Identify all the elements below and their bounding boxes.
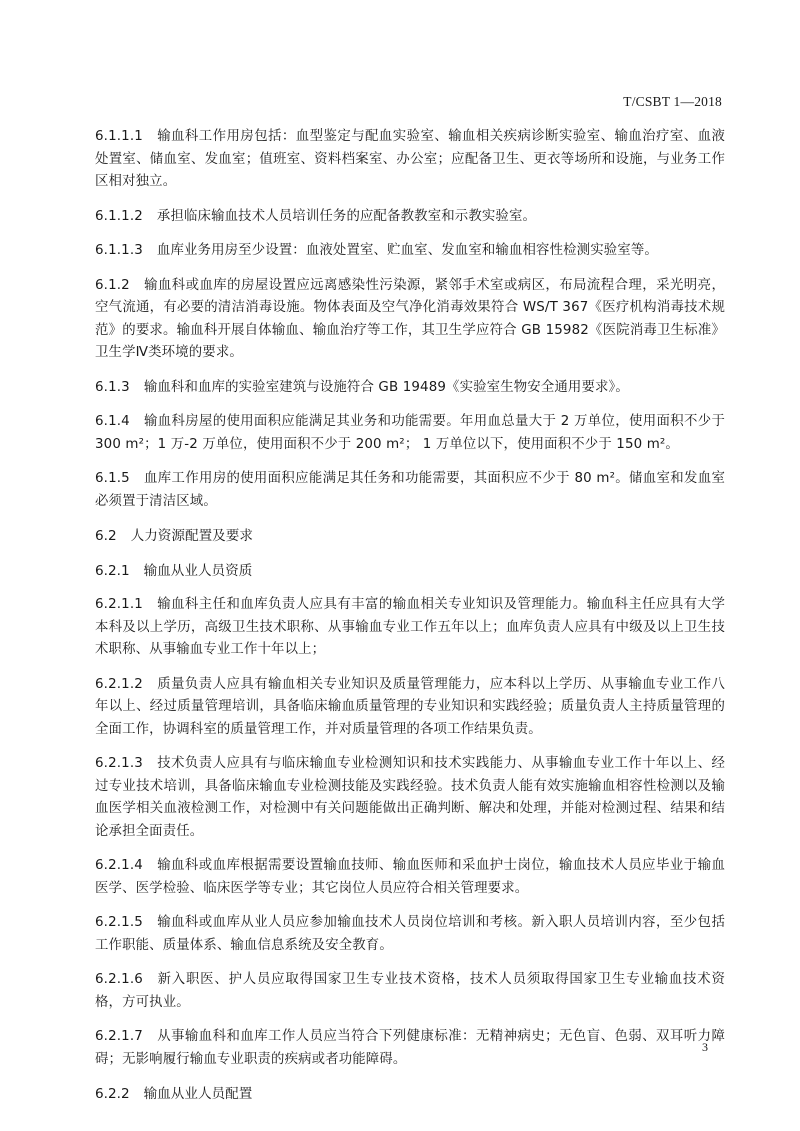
clause-number: 6.2 [95,528,117,544]
clause-text: 技术负责人应具有与临床输血专业检测知识和技术实践能力、从事输血专业工作十年以上、经过专业技术培训，具备临床输血专业检测技能及实践经验。技术负责人能有效实施输血相容性检测以及输血医学相关血液检测工作，对检测中有关问题能做出正确判断、解决和处理，并能对检测过程、结果和结论承担全面责任。 [95,756,725,839]
clause-number: 6.1.1.3 [95,243,143,258]
clause-paragraph [95,594,725,662]
clause-text: 血库工作用房的使用面积应能满足其任务和功能需要，其面积应不少于 80 m²。储血室和发血室必须置于清洁区域。 [95,471,725,509]
clause-paragraph [95,674,725,742]
clause-text: 输血科或血库的房屋设置应远离感染性污染源，紧邻手术室或病区，布局流程合理，采光明亮，空气流通，有必要的清洁消毒设施。物体表面及空气净化消毒效果符合 WS/T 367《医疗机构消毒技术规范》的要求。输血科开展自体输血、输血治疗等工作，其卫生学应符合 GB 15982《医院消毒卫生标准》卫生学Ⅳ类环境的要求。 [95,277,725,360]
clause-paragraph [95,411,725,456]
clause-text: 输血科主任和血库负责人应具有丰富的输血相关专业知识及管理能力。输血科主任应具有大学本科及以上学历，高级卫生技术职称、从事输血专业工作五年以上；血库负责人应具有中级及以上卫生技术职称、从事输血专业工作十年以上； [95,597,725,657]
clause-number: 6.1.2 [95,277,130,293]
clause-paragraph [95,912,725,957]
clause-number: 6.2.1.2 [95,676,143,692]
clause-number: 6.2.1.4 [95,858,143,873]
clause-text: 血库业务用房至少设置：血液处置室、贮血室、发血室和输血相容性检测实验室等。 [156,243,658,258]
clause-text: 输血科房屋的使用面积应能满足其业务和功能需要。年用血总量大于 2 万单位，使用面积不少于 300 m²；1 万-2 万单位，使用面积不少于 200 m²； 1 万单位以下，使用面积不少于 150 m²。 [95,414,725,452]
page-number: 3 [702,1040,708,1054]
heading-text: 输血从业人员资质 [143,562,253,579]
clause-text: 从事输血科和血库工作人员应当符合下列健康标准：无精神病史；无色盲、色弱、双耳听力障碍；无影响履行输血专业职责的疾病或者功能障碍。 [95,1029,725,1067]
clause-number: 6.2.1.3 [95,756,143,771]
clause-paragraph [95,969,725,1014]
clause-text: 输血科和血库的实验室建筑与设施符合 GB 19489《实验室生物安全通用要求》。 [143,379,629,395]
clause-number: 6.1.3 [95,379,130,395]
clause-number: 6.2.1.1 [95,597,143,612]
clause-number: 6.2.1.7 [95,1029,143,1044]
clause-text: 输血科或血库从业人员应参加输血技术人员岗位培训和考核。新入职人员培训内容，至少包括工作职能、质量体系、输血信息系统及安全教育。 [95,915,725,953]
clause-number: 6.1.1.1 [95,129,143,144]
clause-paragraph [95,753,725,843]
section-heading [95,560,725,583]
clause-number: 6.1.1.2 [95,208,143,224]
clause-number: 6.2.1.6 [95,972,143,987]
heading-text: 人力资源配置及要求 [130,528,253,544]
clause-text: 承担临床输血技术人员培训任务的应配备教教室和示教实验室。 [156,208,537,224]
clause-text: 质量负责人应具有输血相关专业知识及质量管理能力，应本科以上学历、从事输血专业工作八年以上、经过质量管理培训，具备临床输血质量管理的专业知识和实践经验；质量负责人主持质量管理的全面工作，协调科室的质量管理工作，并对质量管理的各项工作结果负责。 [95,676,725,737]
clause-number: 6.1.5 [95,471,130,486]
clause-paragraph [95,1026,725,1071]
heading-text: 输血从业人员配置 [143,1086,253,1102]
clause-paragraph [95,377,725,400]
clause-paragraph [95,126,725,194]
clause-number: 6.1.4 [95,414,130,429]
section-heading [95,1083,725,1106]
clause-number: 6.2.2 [95,1086,130,1102]
clause-paragraph [95,206,725,229]
clause-paragraph [95,855,725,900]
clause-paragraph [95,240,725,263]
clause-text: 新入职医、护人员应取得国家卫生专业技术资格，技术人员须取得国家卫生专业输血技术资格，方可执业。 [95,972,725,1010]
clause-text: 输血科工作用房包括：血型鉴定与配血实验室、输血相关疾病诊断实验室、输血治疗室、血液处置室、储血室、发血室；值班室、资料档案室、办公室；应配备卫生、更衣等场所和设施，与业务工作区相对独立。 [95,129,725,189]
clause-paragraph [95,275,725,365]
document-body [95,126,725,1118]
section-heading [95,525,725,548]
clause-text: 输血科或血库根据需要设置输血技师、输血医师和采血护士岗位，输血技术人员应毕业于输血医学、医学检验、临床医学等专业；其它岗位人员应符合相关管理要求。 [95,858,725,896]
clause-number: 6.2.1 [95,562,130,579]
clause-number: 6.2.1.5 [95,915,143,930]
clause-paragraph [95,468,725,513]
document-code: T/CSBT 1—2018 [623,94,722,109]
